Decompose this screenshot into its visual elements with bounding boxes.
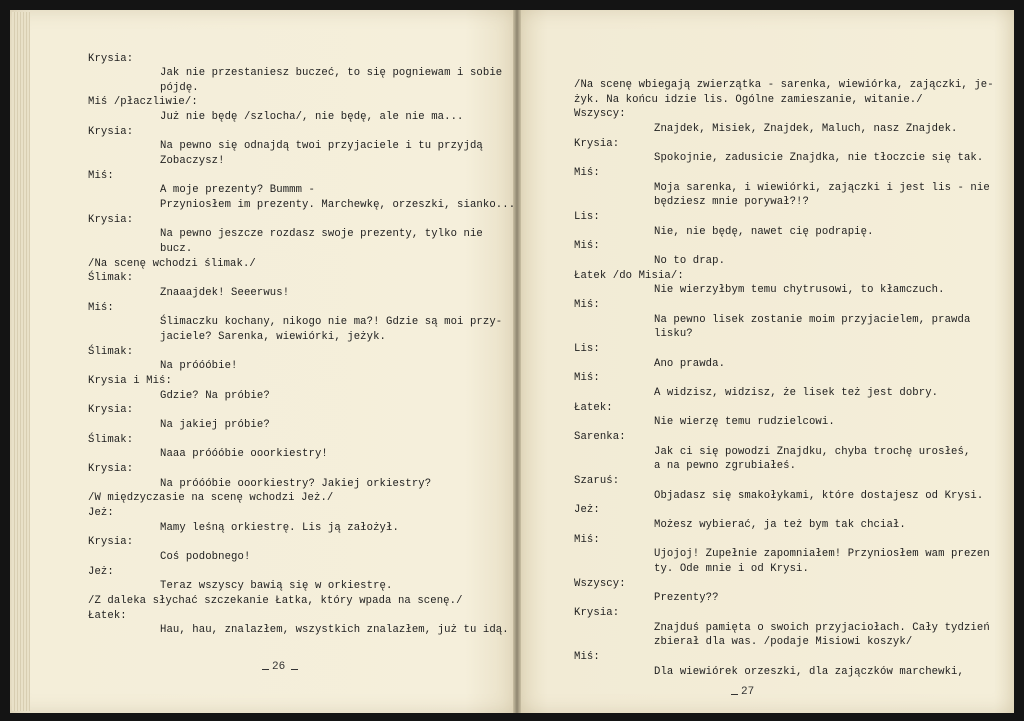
book-gutter [513,10,521,713]
left-page-line: Krysia: [88,53,134,65]
right-page-line: Znajdek, Misiek, Znajdek, Maluch, nasz Znajdek. [654,123,958,135]
left-page-line: Gdzie? Na próbie? [160,390,270,402]
right-page-line: Sarenka: [574,431,626,443]
left-page-line: Na pewno jeszcze rozdasz swoje prezenty, tylko nie [160,228,483,240]
left-page-line: Krysia: [88,463,134,475]
right-page-line: Nie wierzyłbym temu chytrusowi, to kłamczuch. [654,284,945,296]
right-page-line: Lis: [574,211,600,223]
right-page-line: Na pewno lisek zostanie moim przyjacielem, prawda [654,314,971,326]
right-page-line: Jak ci się powodzi Znajdku, chyba trochę urosłeś, [654,446,971,458]
right-page-line: Krysia: [574,607,620,619]
right-page-line: Znajduś pamięta o swoich przyjaciołach. Cały tydzień [654,622,990,634]
left-page-line: bucz. [160,243,193,255]
left-page-line: Na jakiej próbie? [160,419,270,431]
right-page-line: Wszyscy: [574,578,626,590]
right-page-line: a na pewno zgrubiałeś. [654,460,797,472]
right-page-line: A widzisz, widzisz, że lisek też jest dobry. [654,387,939,399]
left-page-line: Ślimak: [88,272,134,284]
left-page-line: Miś: [88,170,114,182]
left-page-line: Na pewno się odnajdą twoi przyjaciele i tu przyjdą [160,140,483,152]
left-page-line: Przyniosłem im prezenty. Marchewkę, orzeszki, sianko... [160,199,516,211]
right-page-line: Spokojnie, zadusicie Znajdka, nie tłoczcie się tak. [654,152,984,164]
right-page-line: Miś: [574,167,600,179]
right-page-line: Ano prawda. [654,358,726,370]
right-page-line: ty. Ode mnie i od Krysi. [654,563,809,575]
left-page-line: Na próóóbie! [160,360,238,372]
right-page-line: Nie, nie będę, nawet cię podrapię. [654,226,874,238]
left-page-line: Ślimak: [88,346,134,358]
left-page-line: Krysia i Miś: [88,375,172,387]
right-page-number: 27 [741,686,755,698]
left-page-line: Znaaajdek! Seeerwus! [160,287,290,299]
right-page-line: Objadasz się smakołykami, które dostajesz od Krysi. [654,490,984,502]
left-page-line: /W międzyczasie na scenę wchodzi Jeż./ [88,492,334,504]
page-number-dash-right [291,669,298,670]
right-page-line: Możesz wybierać, ja też bym tak chciał. [654,519,906,531]
left-page-number: 26 [272,661,286,673]
left-page-line: Krysia: [88,404,134,416]
left-page-line: Jeż: [88,566,114,578]
left-page-line: Zobaczysz! [160,155,225,167]
right-page-line: Wszyscy: [574,108,626,120]
right-page-line: Ujojoj! Zupełnie zapomniałem! Przyniosłem wam prezen [654,548,990,560]
left-page-line: Miś: [88,302,114,314]
left-page-line: /Z daleka słychać szczekanie Łatka, który wpada na scenę./ [88,595,463,607]
right-page-line: Miś: [574,534,600,546]
right-page-line: Prezenty?? [654,592,719,604]
right-page-line: Łatek: [574,402,613,414]
page-number-dash-left [262,669,269,670]
right-page-line: Moja sarenka, i wiewiórki, zajączki i jest lis - nie [654,182,990,194]
right-page-line: Miś: [574,651,600,663]
right-page-line: No to drap. [654,255,726,267]
left-page-line: jaciele? Sarenka, wiewiórki, jeżyk. [160,331,387,343]
right-page-line: Nie wierzę temu rudzielcowi. [654,416,835,428]
right-page-line: Dla wiewiórek orzeszki, dla zajączków marchewki, [654,666,964,678]
left-page-line: pójdę. [160,82,199,94]
right-page-line: /Na scenę wbiegają zwierzątka - sarenka, wiewiórka, zajączki, je- [574,79,994,91]
right-page-line: Szaruś: [574,475,620,487]
right-page-line: Lis: [574,343,600,355]
right-page-line: żyk. Na końcu idzie lis. Ogólne zamieszanie, witanie./ [574,94,923,106]
left-page-line: Krysia: [88,126,134,138]
left-page-line: Teraz wszyscy bawią się w orkiestrę. [160,580,393,592]
left-page-line: A moje prezenty? Bummm - [160,184,315,196]
left-page-line: Coś podobnego! [160,551,251,563]
left-page-line: Ślimak: [88,434,134,446]
right-page-line: Jeż: [574,504,600,516]
left-page-line: Na próóóbie ooorkiestry? Jakiej orkiestry? [160,478,432,490]
right-page-line: Miś: [574,299,600,311]
left-page-line: Naaa próóóbie ooorkiestry! [160,448,328,460]
left-page-line: Ślimaczku kochany, nikogo nie ma?! Gdzie są moi przy- [160,316,503,328]
left-page-line: Jak nie przestaniesz buczeć, to się pogniewam i sobie [160,67,503,79]
right-page-line: lisku? [654,328,693,340]
right-page-line: Miś: [574,240,600,252]
left-page-line: Mamy leśną orkiestrę. Lis ją założył. [160,522,399,534]
left-page-line: Już nie będę /szlocha/, nie będę, ale nie ma... [160,111,464,123]
left-page-line: Łatek: [88,610,127,622]
left-page-line: /Na scenę wchodzi ślimak./ [88,258,256,270]
right-page-line: Krysia: [574,138,620,150]
left-page-line: Krysia: [88,536,134,548]
left-page-line: Hau, hau, znalazłem, wszystkich znalazłem, już tu idą. [160,624,509,636]
left-page-line: Krysia: [88,214,134,226]
left-page-line: Miś /płaczliwie/: [88,96,198,108]
right-page-line: zbierał dla was. /podaje Misiowi koszyk/ [654,636,913,648]
right-page-line: będziesz mnie porywał?!? [654,196,809,208]
page-edges [12,12,30,711]
right-page-line: Łatek /do Misia/: [574,270,684,282]
left-page-line: Jeż: [88,507,114,519]
right-page-line: Miś: [574,372,600,384]
page-number-dash-left [731,694,738,695]
